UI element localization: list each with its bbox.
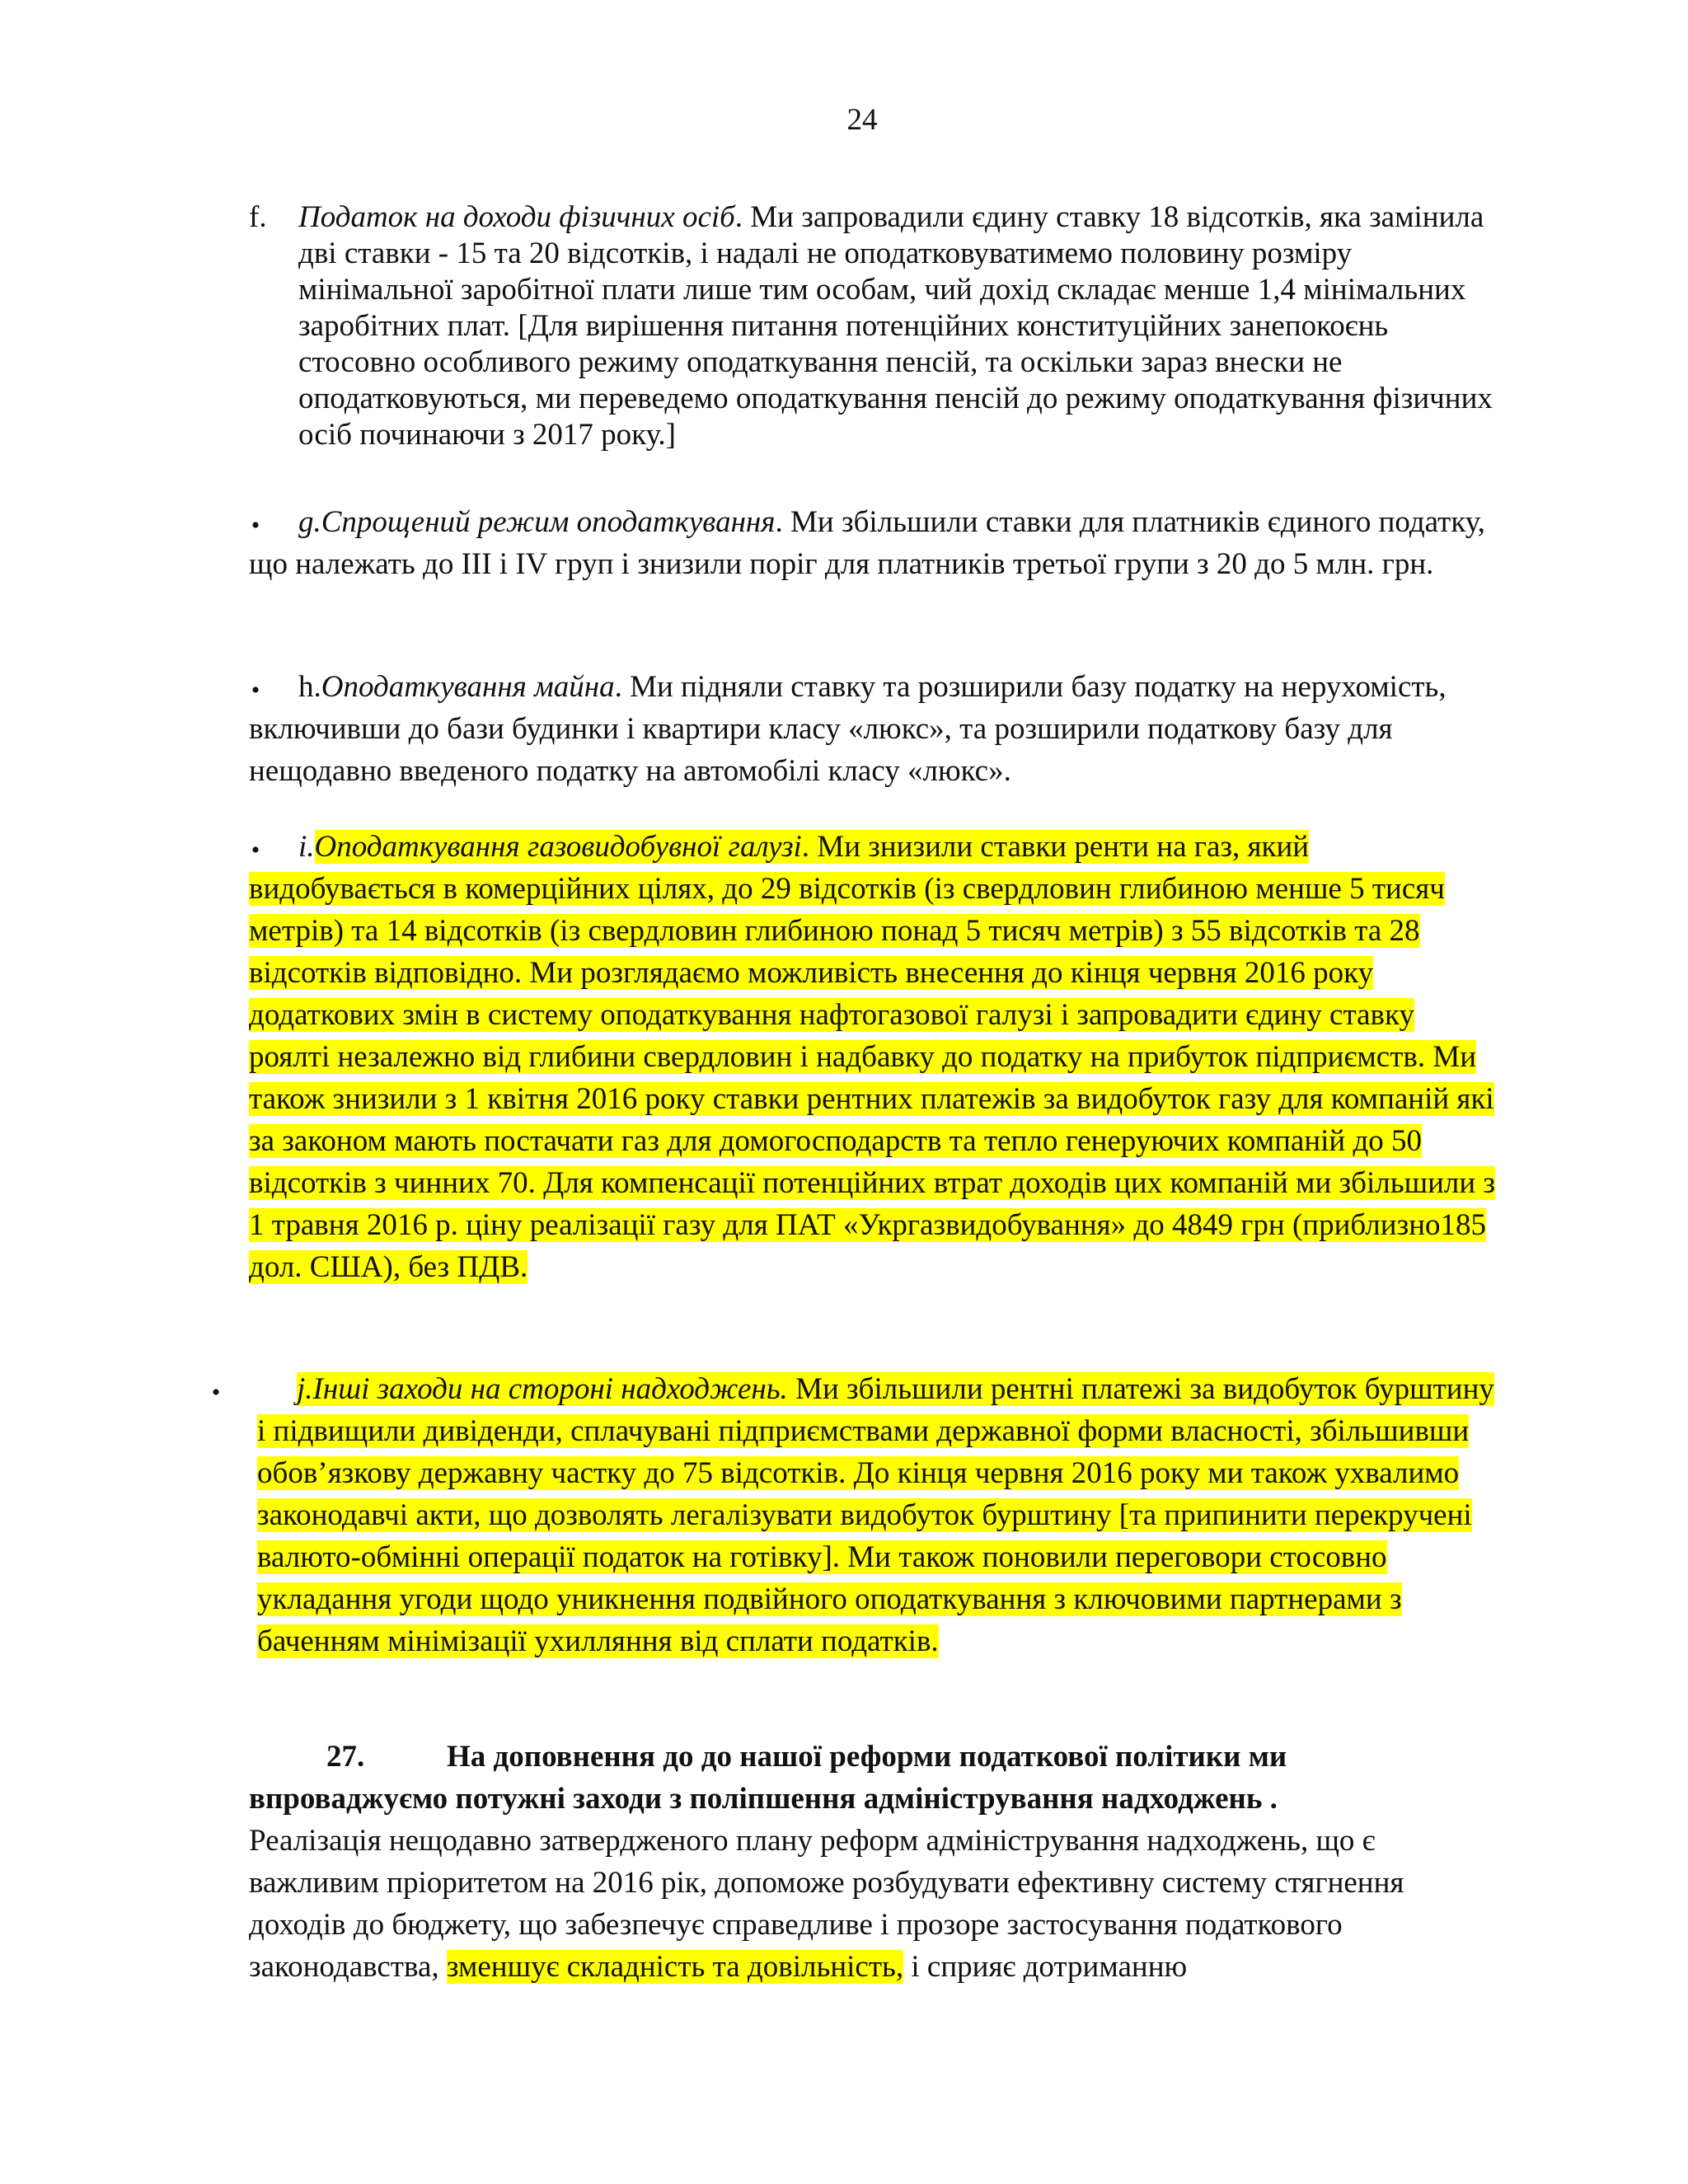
item-f-label: f.	[249, 200, 267, 234]
para27-heading	[249, 1736, 1518, 1820]
item-h-paragraph	[249, 666, 1502, 792]
para27-number: 27.	[326, 1740, 365, 1774]
item-j-text: Ми збільшили рентні платежі за видобуток бурштину і підвищили дивіденди, сплачувані підприємствами державної форми власності, збільшивши обов’язкову державну частку до 75 відсотків. До кінця червня 2016 року ми також ухвалимо законодавчі акти, що дозволять легалізувати видобуток бурштину [та припинити перекручені валюто-обмінні операції податок на готівку]. Ми також поновили переговори стосовно укладання угоди щодо уникнення подвійного оподаткування з ключовими партнерами з баченням мінімізації ухилляння від сплати податків.	[257, 1372, 1494, 1658]
item-f-paragraph	[298, 199, 1502, 453]
item-h-title: Оподаткування майна	[321, 670, 615, 704]
item-g-bullet: •	[251, 512, 260, 539]
para27-text-highlight: зменшує складність та довільність,	[446, 1950, 904, 1984]
item-i-prefix: i.	[298, 830, 315, 864]
para27-heading-line2: впроваджуємо потужні заходи з поліпшення адміністрування надходжень .	[249, 1782, 1278, 1816]
para27-body	[249, 1820, 1502, 1988]
item-g-paragraph	[249, 501, 1502, 585]
item-j-bullet: •	[211, 1379, 221, 1406]
item-f-text: . Ми запровадили єдину ставку 18 відсотків, яка замінила дві ставки - 15 та 20 відсотків, і надалі не оподатковуватимемо половину розміру мінімальної заробітної плати лише тим особам, чий дохід складає менше 1,4 мінімальних заробітних плат. [Для вирішення питання потенційних конституційних занепокоєнь стосовно особливого режиму оподаткування пенсій, та оскільки зараз внески не оподатковуються, ми переведемо оподаткування пенсій до режиму оподаткування фізичних осіб починаючи з 2017 року.]	[298, 200, 1493, 452]
page-number: 24	[846, 103, 878, 137]
item-i-title: Оподаткування газовидобувної галузі	[314, 830, 802, 864]
item-i-paragraph	[249, 826, 1502, 1288]
item-g-title: g.Спрощений режим оподаткування	[298, 505, 776, 539]
para27-heading-line1	[249, 1736, 1518, 1778]
item-f-title: Податок на доходи фізичних осіб	[298, 200, 735, 234]
item-h-text: . Ми підняли ставку та розширили базу податку на нерухомість, включивши до бази будинки і квартири класу «люкс», та розширили податкову базу для нещодавно введеного податку на автомобілі класу «люкс».	[249, 670, 1447, 788]
para27-text-after: і сприяє дотриманню	[903, 1950, 1188, 1984]
item-h-prefix: h.	[298, 670, 321, 704]
item-i-text: . Ми знизили ставки ренти на газ, який видобувається в комерційних цілях, до 29 відсотків (із свердловин глибиною менше 5 тисяч метрів) та 14 відсотків (із свердловин глибиною понад 5 тисяч метрів) з 55 відсотків та 28 відсотків відповідно. Ми розглядаємо можливість внесення до кінця червня 2016 року додаткових змін в систему оподаткування нафтогазової галузі і запровадити єдину ставку роялті незалежно від глибини свердловин і надбавку до податку на прибуток підприємств. Ми також знизили з 1 квітня 2016 року ставки рентних платежів за видобуток газу для компаній які за законом мають постачати газ для домогосподарств та тепло генеруючих компаній до 50 відсотків з чинних 70. Для компенсації потенційних втрат доходів цих компаній ми збільшили з 1 травня 2016 р. ціну реалізації газу для ПАТ «Укргазвидобування» до 4849 грн (приблизно185 дол. США), без ПДВ.	[249, 830, 1495, 1284]
item-i-bullet: •	[251, 837, 260, 864]
para27-text-before: Реалізація нещодавно затвердженого плану реформ адміністрування надходжень, що є важливим пріоритетом на 2016 рік, допоможе розбудувати ефективну систему стягнення доходів до бюджету, що забезпечує справедливе і прозоре застосування податкового законодавства,	[249, 1824, 1404, 1984]
item-g-text: . Ми збільшили ставки для платників єдиного податку, що належать до ІІІ і IV груп і знизили поріг для платників третьої групи з 20 до 5 млн. грн.	[249, 505, 1485, 581]
item-j-title: j.Інші заходи на стороні надходжень.	[297, 1372, 788, 1406]
para27-heading-text1: На доповнення до до нашої реформи податкової політики ми	[447, 1740, 1287, 1774]
item-j-paragraph	[257, 1368, 1510, 1662]
item-h-bullet: •	[251, 677, 260, 704]
